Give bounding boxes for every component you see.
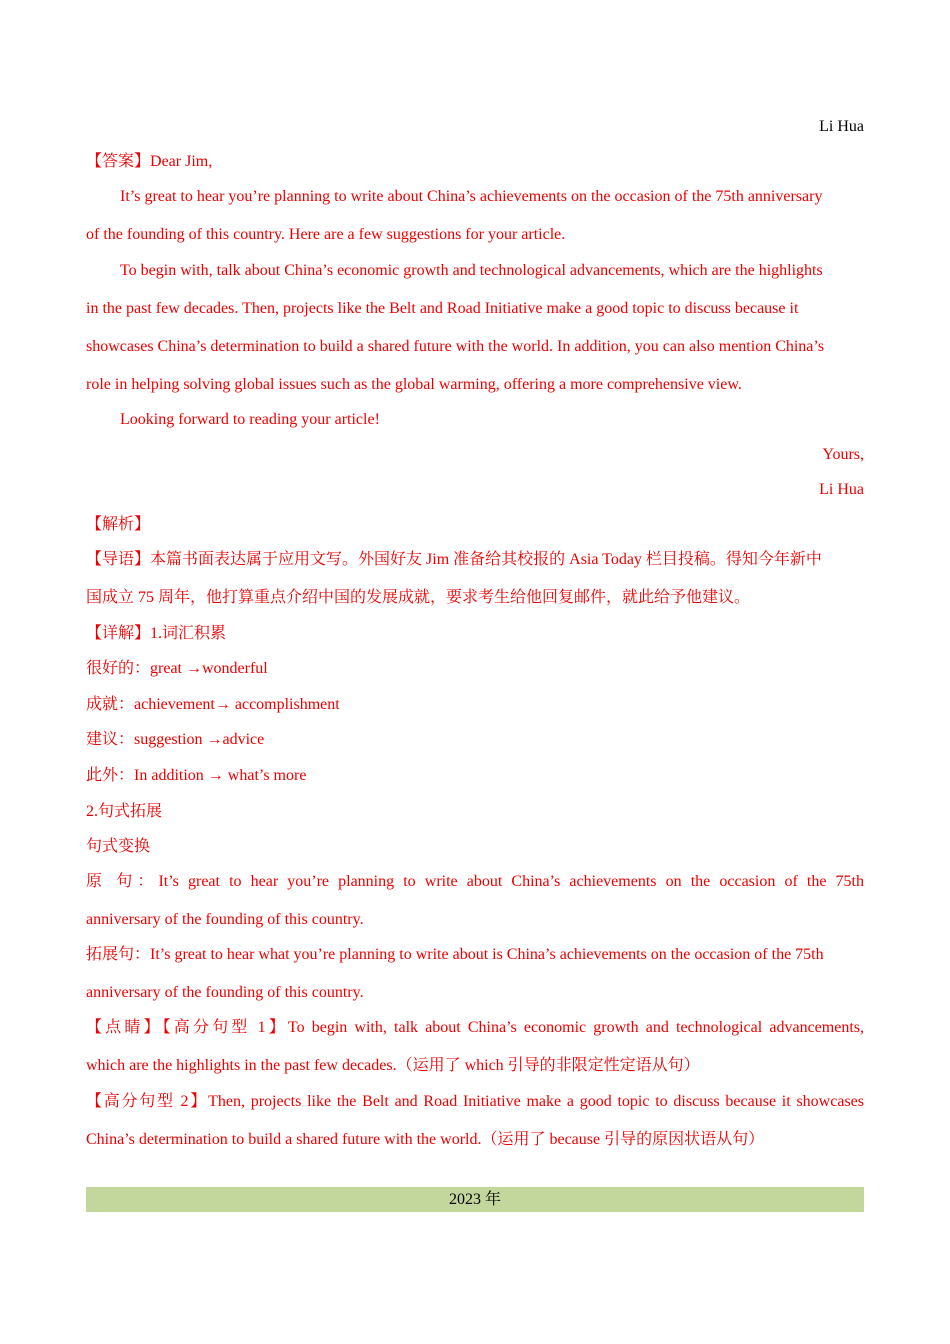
detail-heading <box>86 623 864 645</box>
vocab-item <box>86 658 864 680</box>
highlight-1-line-1 <box>86 1017 864 1039</box>
extended-sentence-line-2: anniversary of the founding of this country. <box>86 984 364 1001</box>
original-sentence-line-1 <box>86 871 864 893</box>
answer-tag: 【答案】 <box>86 153 151 170</box>
vocab-en: suggestion →advice <box>134 731 265 748</box>
vocab-item <box>86 694 864 716</box>
detail-title: 1.词汇积累 <box>150 625 227 642</box>
section-2-subtitle: 句式变换 <box>86 838 151 855</box>
answer-heading <box>86 151 864 173</box>
top-signature: Li Hua <box>819 118 864 135</box>
highlight-1-tag: 【高分句型 1】 <box>162 1019 288 1036</box>
highlight-2-tag: 【高分句型 2】 <box>86 1093 209 1110</box>
detail-tag: 【详解】 <box>86 625 151 642</box>
extended-label: 拓展句： <box>86 946 151 963</box>
analysis-tag: 【解析】 <box>86 516 151 533</box>
letter-paragraph-2-line-1: To begin with, talk about China’s economic growth and technological advancements, which are the highlights <box>120 262 823 279</box>
vocab-en: achievement→ accomplishment <box>134 696 340 713</box>
vocab-cn: 建议： <box>86 731 135 748</box>
guide-tag: 【导语】 <box>86 551 151 568</box>
extended-text-1: It’s great to hear what you’re planning to write about is China’s achievements on the occasion of the 75th <box>150 946 824 963</box>
original-text-1: It’s great to hear you’re planning to write about China’s achievements on the occasion of the 75th <box>158 873 864 890</box>
guide-line-2: 国成立 75 周年，他打算重点介绍中国的发展成就，要求考生给他回复邮件，就此给予他建议。 <box>86 589 751 606</box>
vocab-en: great →wonderful <box>150 660 268 677</box>
guide-text-1: 本篇书面表达属于应用文写。外国好友 Jim 准备给其校报的 Asia Today 栏目投稿。得知今年新中 <box>150 551 822 568</box>
extended-sentence-line-1 <box>86 944 864 966</box>
letter-paragraph-2-line-4: role in helping solving global issues such as the global warming, offering a more comprehensive view. <box>86 376 742 393</box>
vocab-cn: 很好的： <box>86 660 151 677</box>
highlight-2-line-1 <box>86 1091 864 1113</box>
letter-greeting: Dear Jim, <box>150 153 213 170</box>
letter-paragraph-2-line-2: in the past few decades. Then, projects like the Belt and Road Initiative make a good topic to discuss because it <box>86 300 799 317</box>
original-label: 原 句： <box>86 873 159 890</box>
vocab-item <box>86 765 864 787</box>
letter-paragraph-1-line-2: of the founding of this country. Here are a few suggestions for your article. <box>86 226 566 243</box>
highlight-1-line-2: which are the highlights in the past few decades.（运用了 which 引导的非限定性定语从句） <box>86 1057 700 1074</box>
highlight-2-line-2: China’s determination to build a shared future with the world.（运用了 because 引导的原因状语从句） <box>86 1131 765 1148</box>
highlight-1-text-1: To begin with, talk about China’s economic growth and technological advancements, <box>287 1019 864 1036</box>
letter-paragraph-3: Looking forward to reading your article! <box>120 411 380 428</box>
letter-closing: Yours, <box>822 446 864 463</box>
vocab-en: In addition → what’s more <box>134 767 307 784</box>
guide-line-1 <box>86 549 864 571</box>
original-sentence-line-2: anniversary of the founding of this country. <box>86 911 364 928</box>
vocab-cn: 成就： <box>86 696 135 713</box>
vocab-cn: 此外： <box>86 767 135 784</box>
point-tag: 【点睛】 <box>86 1019 163 1036</box>
section-2-title: 2.句式拓展 <box>86 803 163 820</box>
vocab-item <box>86 729 864 751</box>
letter-signature: Li Hua <box>819 481 864 498</box>
year-section-bar: 2023 年 <box>86 1187 864 1212</box>
letter-paragraph-2-line-3: showcases China’s determination to build a shared future with the world. In addition, you can also mention China’s <box>86 338 825 355</box>
highlight-2-text-1: Then, projects like the Belt and Road Initiative make a good topic to discuss because it showcases <box>208 1093 864 1110</box>
letter-paragraph-1-line-1: It’s great to hear you’re planning to write about China’s achievements on the occasion of the 75th anniversary <box>120 188 823 205</box>
